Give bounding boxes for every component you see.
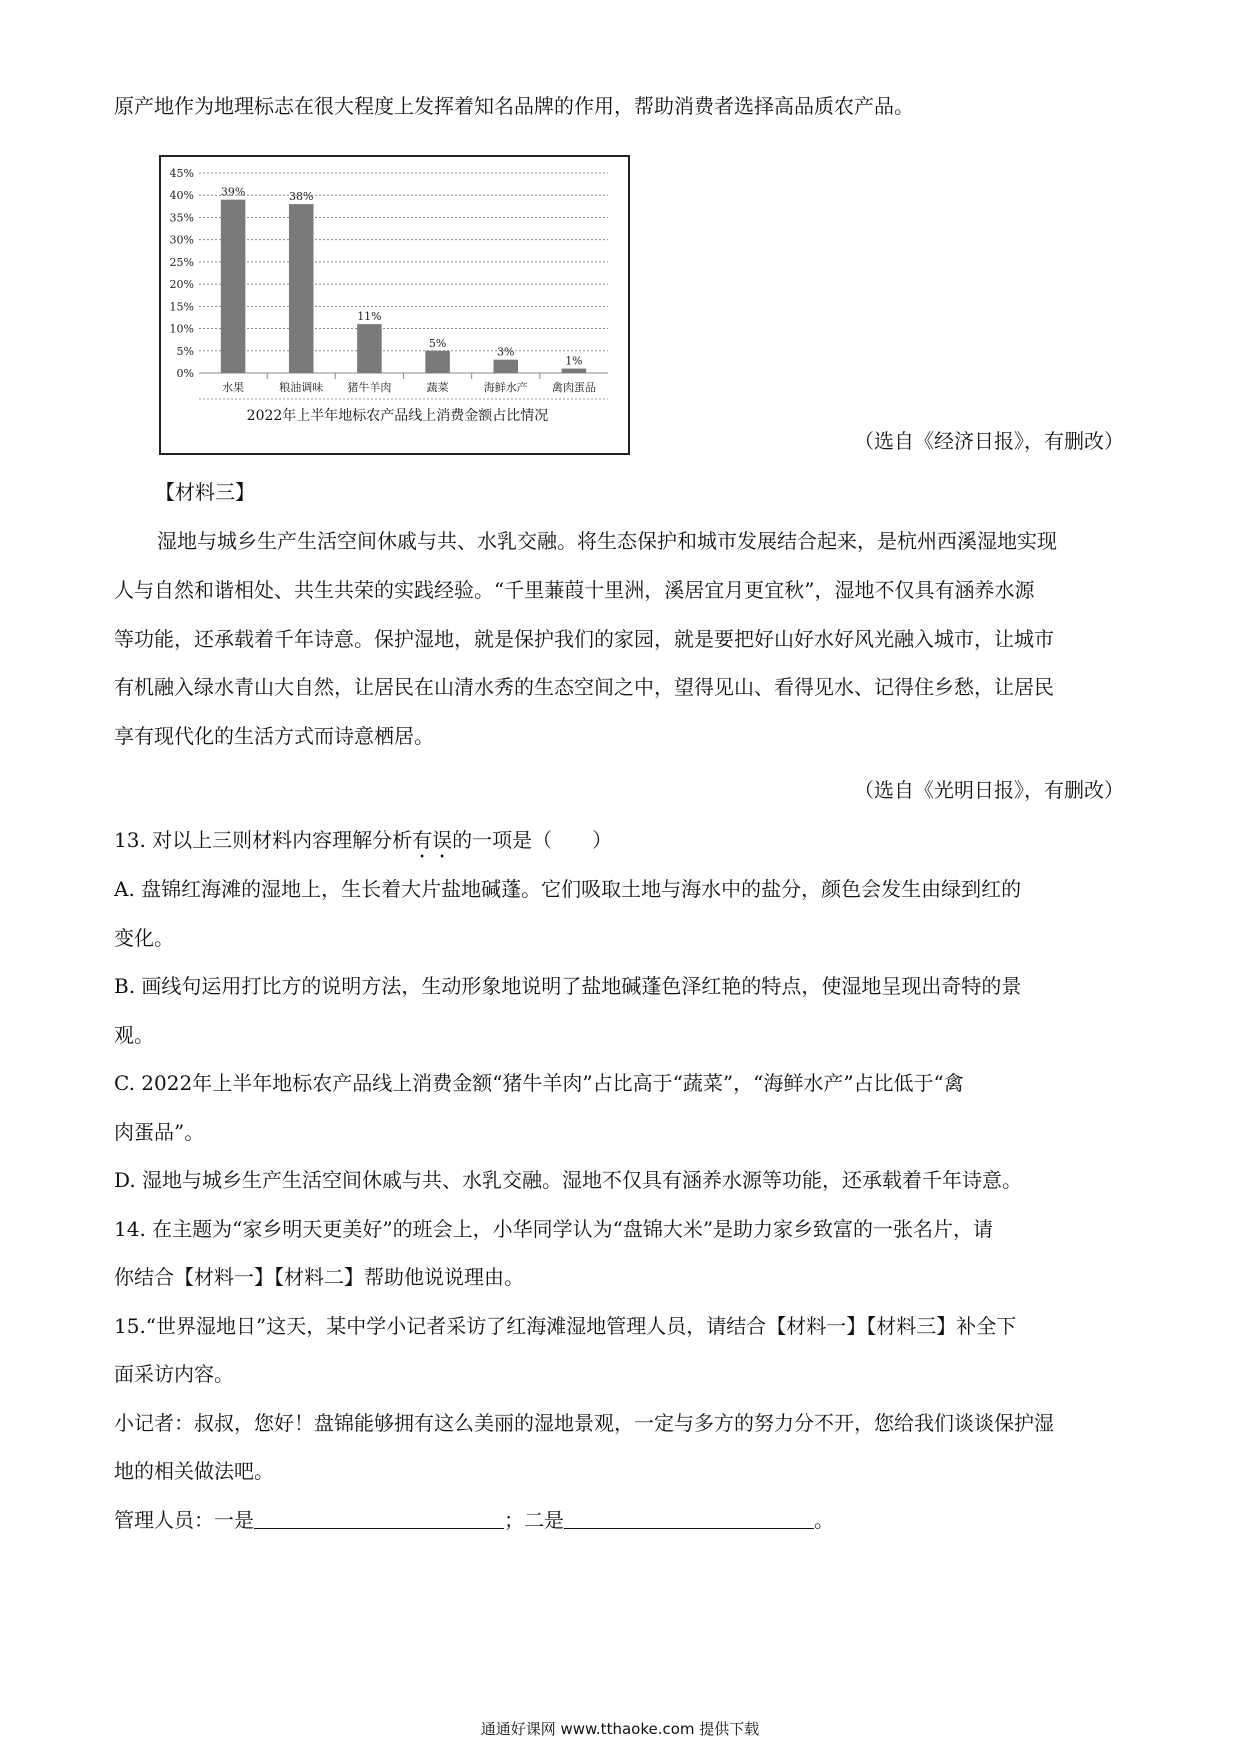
- source-guangming-daily: （选自《光明日报》，有删改）: [854, 778, 1124, 802]
- manager-mid: ；二是: [504, 1508, 564, 1532]
- x-tick-label: 水果: [222, 381, 245, 394]
- x-tick-label: 粮油调味: [279, 381, 324, 394]
- bar: [357, 324, 382, 373]
- y-tick-label: 10%: [169, 322, 194, 336]
- manager-answer-line: [114, 1506, 834, 1534]
- y-tick-label: 15%: [169, 300, 194, 314]
- q13-option-c: C. 2022年上半年地标农产品线上消费金额“猪牛羊肉”占比高于“蔬菜”，“海鲜水产”占比低于“禽: [114, 1071, 964, 1095]
- reporter-line: 小记者：叔叔，您好！盘锦能够拥有这么美丽的湿地景观，一定与多方的努力分不开，您给我们谈谈保护湿: [114, 1411, 1054, 1435]
- question-15-cont: 面采访内容。: [114, 1362, 234, 1386]
- bar: [562, 369, 587, 373]
- data-label: 1%: [565, 354, 583, 368]
- question-14-cont: 你结合【材料一】【材料二】帮助他说说理由。: [114, 1265, 524, 1289]
- x-tick-label: 猪牛羊肉: [347, 381, 392, 394]
- q13-stem-part: 的一项是（ ）: [452, 828, 613, 852]
- intro-text: 原产地作为地理标志在很大程度上发挥着知名品牌的作用，帮助消费者选择高品质农产品。: [114, 94, 914, 118]
- question-14: 14. 在主题为“家乡明天更美好”的班会上，小华同学认为“盘锦大米”是助力家乡致富的一张名片，请: [114, 1217, 994, 1241]
- x-tick-label: 禽肉蛋品: [551, 381, 596, 394]
- y-tick-label: 45%: [169, 167, 194, 180]
- q13-option-d: D. 湿地与城乡生产生活空间休戚与共、水乳交融。湿地不仅具有涵养水源等功能，还承载着千年诗意。: [114, 1168, 1023, 1192]
- question-15: 15.“世界湿地日”这天，某中学小记者采访了红海滩湿地管理人员，请结合【材料一】【材料三】补全下: [114, 1314, 1017, 1338]
- y-tick-label: 40%: [169, 189, 194, 203]
- q13-option-b: B. 画线句运用打比方的说明方法，生动形象地说明了盐地碱蓬色泽红艳的特点，使湿地呈现出奇特的景: [114, 974, 1022, 998]
- manager-prefix: 管理人员：一是: [114, 1508, 254, 1532]
- data-label: 11%: [357, 310, 382, 324]
- material-three-line: 等功能，还承载着千年诗意。保护湿地，就是保护我们的家园，就是要把好山好水好风光融入城市，让城市: [114, 627, 1054, 651]
- bar: [425, 351, 450, 373]
- x-tick-label: 海鲜水产: [483, 381, 528, 394]
- q13-option-a-cont: 变化。: [114, 926, 174, 950]
- chart-title: 2022年上半年地标农产品线上消费金额占比情况: [246, 408, 549, 424]
- x-tick-label: 蔬菜: [426, 381, 449, 394]
- answer-blank-1[interactable]: [254, 1508, 504, 1529]
- material-three-line: 享有现代化的生活方式而诗意栖居。: [114, 724, 434, 748]
- y-tick-label: 0%: [176, 367, 194, 380]
- bar: [221, 200, 246, 373]
- bar: [289, 204, 314, 373]
- data-label: 5%: [428, 336, 447, 350]
- answer-blank-2[interactable]: [564, 1508, 814, 1529]
- y-tick-label: 25%: [169, 255, 194, 269]
- q13-stem-emphasis: 有误: [412, 828, 453, 852]
- y-tick-label: 30%: [169, 233, 194, 247]
- reporter-line-cont: 地的相关做法吧。: [114, 1459, 274, 1483]
- footer: 通通好课网 www.tthaoke.com 提供下载: [480, 1720, 760, 1738]
- bar-chart: [159, 155, 630, 455]
- data-label: 39%: [220, 185, 246, 199]
- data-label: 38%: [289, 190, 314, 204]
- data-label: 3%: [497, 345, 515, 359]
- question-13-stem: [114, 826, 612, 863]
- source-economic-daily: （选自《经济日报》，有删改）: [854, 429, 1124, 453]
- q13-option-a: A. 盘锦红海滩的湿地上，生长着大片盐地碱蓬。它们吸取土地与海水中的盐分，颜色会发生由绿到红的: [114, 877, 1022, 901]
- q13-option-c-cont: 肉蛋品”。: [114, 1120, 205, 1144]
- chart-svg: [161, 157, 628, 453]
- y-tick-label: 20%: [169, 278, 194, 292]
- y-tick-label: 5%: [176, 344, 194, 358]
- y-tick-label: 35%: [169, 211, 194, 225]
- material-three-line: 人与自然和谐相处、共生共荣的实践经验。“千里蒹葭十里洲，溪居宜月更宜秋”，湿地不仅具有涵养水源: [114, 578, 1035, 602]
- q13-option-b-cont: 观。: [114, 1023, 154, 1047]
- q13-stem-part: 13. 对以上三则材料内容理解分析: [114, 828, 413, 852]
- manager-end: 。: [814, 1508, 834, 1532]
- material-three-heading: 【材料三】: [155, 480, 255, 504]
- bar: [493, 360, 518, 373]
- material-three-line: 有机融入绿水青山大自然，让居民在山清水秀的生态空间之中，望得见山、看得见水、记得住乡愁，让居民: [114, 675, 1054, 699]
- material-three-line: 湿地与城乡生产生活空间休戚与共、水乳交融。将生态保护和城市发展结合起来，是杭州西溪湿地实现: [157, 529, 1057, 553]
